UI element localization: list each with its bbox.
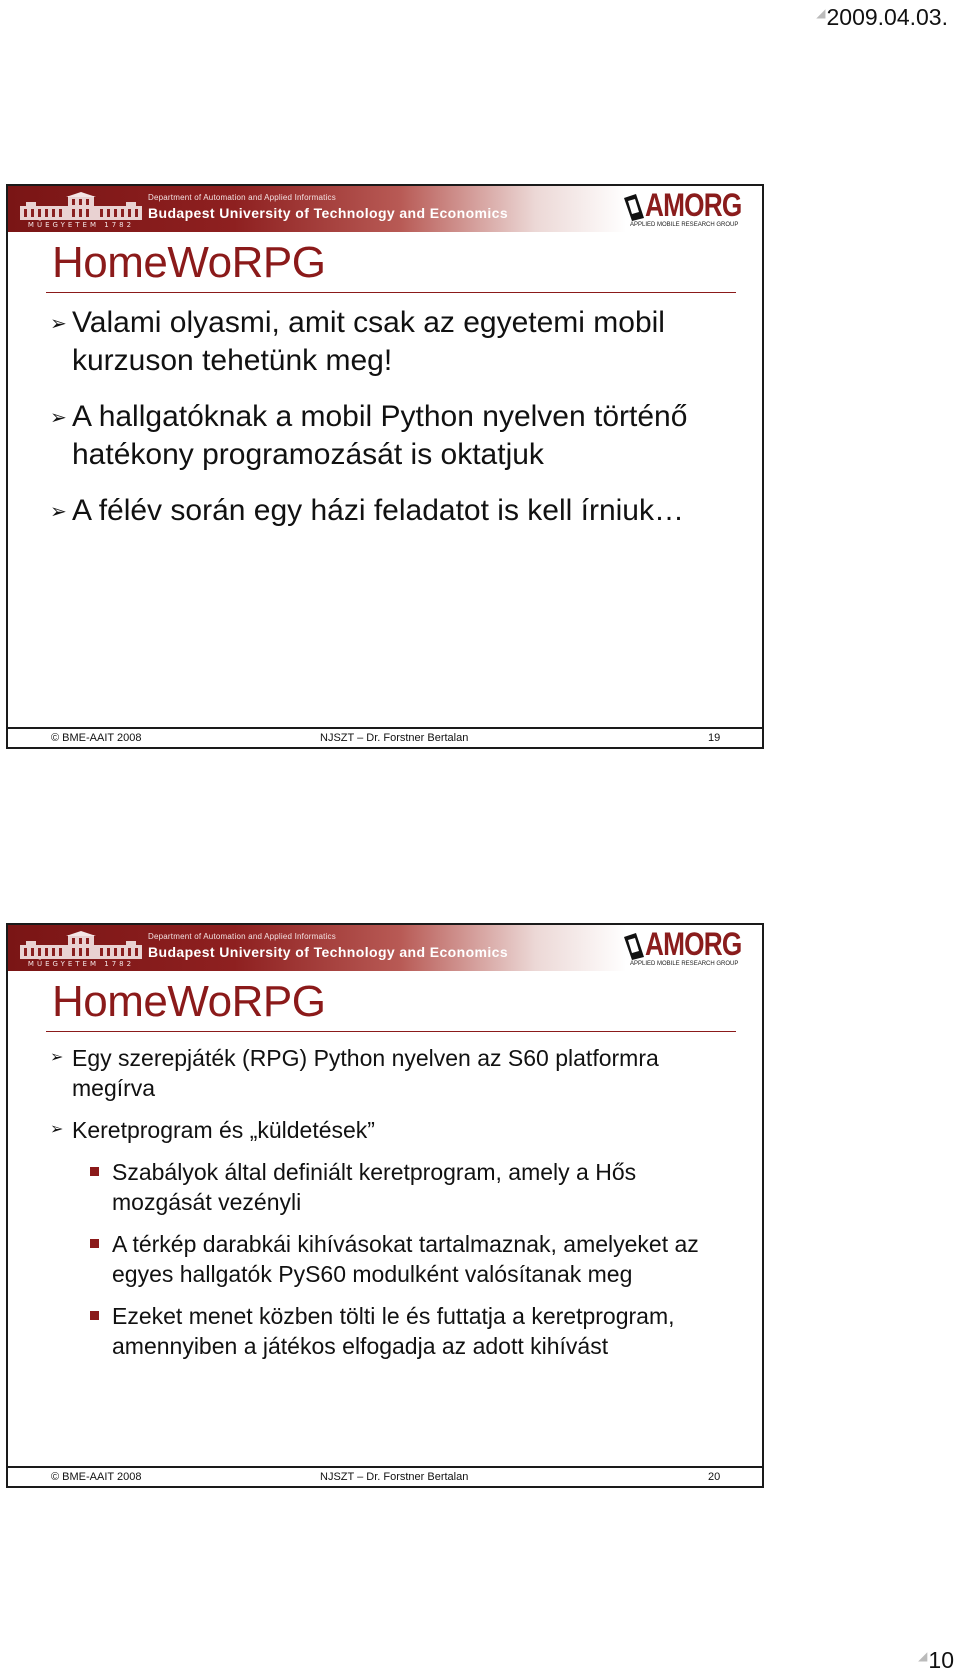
bullet-item: ➢ Valami olyasmi, amit csak az egyetemi mobil kurzuson tehetünk meg! (50, 306, 665, 377)
slide-number: 19 (708, 732, 721, 744)
slide-number: 20 (708, 1471, 721, 1483)
amorg-logo (622, 187, 742, 230)
page-date (816, 4, 948, 31)
slide-footer (8, 1466, 762, 1488)
title-divider (46, 1031, 736, 1032)
slide-20 (6, 923, 764, 1488)
department-name: Department of Automation and Applied Informatics (148, 932, 336, 941)
slide-content (48, 1043, 742, 1373)
logo-name: AMORG (645, 926, 742, 962)
slide-content (48, 304, 742, 548)
department-name: Department of Automation and Applied Informatics (148, 193, 336, 202)
university-name: Budapest University of Technology and Economics (148, 205, 509, 221)
bullet-item: ➢ A félév során egy házi feladatot is kell írniuk… (48, 492, 742, 530)
bullet-item: ➢ A hallgatóknak a mobil Python nyelven történő hatékony programozását is oktatjuk (50, 400, 688, 471)
university-building-icon (18, 931, 144, 967)
university-banner (8, 186, 762, 232)
sub-bullet-item: Szabályok által definiált keretprogram, amely a Hős mozgását vezényli (48, 1157, 742, 1217)
university-banner (8, 925, 762, 971)
title-divider (46, 292, 736, 293)
mobile-phone-logo-icon (622, 192, 646, 222)
square-bullet-icon (90, 1239, 99, 1248)
footer-author: NJSZT – Dr. Forstner Bertalan (320, 732, 469, 744)
university-name: Budapest University of Technology and Economics (148, 944, 509, 960)
svg-text:MŰEGYETEM 1782: MŰEGYETEM 1782 (27, 221, 135, 228)
arrowhead-bullet-icon: ➢ (50, 501, 67, 523)
footer-copyright: © BME-AAIT 2008 (51, 732, 142, 744)
arrowhead-bullet-icon: ➢ (50, 407, 67, 429)
arrowhead-bullet-icon: ➢ (50, 313, 67, 335)
square-bullet-icon (90, 1167, 99, 1176)
arrowhead-bullet-icon: ➢ (50, 1121, 64, 1138)
mobile-phone-logo-icon (622, 931, 646, 961)
page-date-text: 2009.04.03. (826, 4, 948, 30)
slide-footer (8, 727, 762, 749)
logo-subtitle: APPLIED MOBILE RESEARCH GROUP (630, 222, 739, 228)
bullet-item: ➢ Egy szerepjáték (RPG) Python nyelven az S60 platformra megírva (50, 1045, 659, 1101)
amorg-logo (622, 926, 742, 969)
bullet-item: ➢ Keretprogram és „küldetések” (50, 1117, 375, 1143)
slide-title: HomeWoRPG (52, 238, 326, 287)
arrowhead-bullet-icon: ➢ (50, 1049, 64, 1066)
corner-mark-icon: ◢ (918, 1649, 928, 1663)
square-bullet-icon (90, 1311, 99, 1320)
logo-name: AMORG (645, 187, 742, 223)
university-building-icon (18, 192, 144, 228)
sub-bullet-item: A térkép darabkái kihívásokat tartalmaznak, amelyeket az egyes hallgatók PyS60 modulként valósítanak meg (48, 1229, 742, 1289)
footer-author: NJSZT – Dr. Forstner Bertalan (320, 1471, 469, 1483)
corner-mark-icon: ◢ (816, 6, 826, 20)
page-number-text: 10 (928, 1647, 954, 1673)
svg-text:MŰEGYETEM 1782: MŰEGYETEM 1782 (27, 960, 135, 967)
footer-copyright: © BME-AAIT 2008 (51, 1471, 142, 1483)
slide-19 (6, 184, 764, 749)
page-number (918, 1647, 954, 1674)
slide-title: HomeWoRPG (52, 977, 326, 1026)
logo-subtitle: APPLIED MOBILE RESEARCH GROUP (630, 961, 739, 967)
sub-bullet-item: Ezeket menet közben tölti le és futtatja a keretprogram, amennyiben a játékos elfogadja az adott kihívást (48, 1301, 742, 1361)
